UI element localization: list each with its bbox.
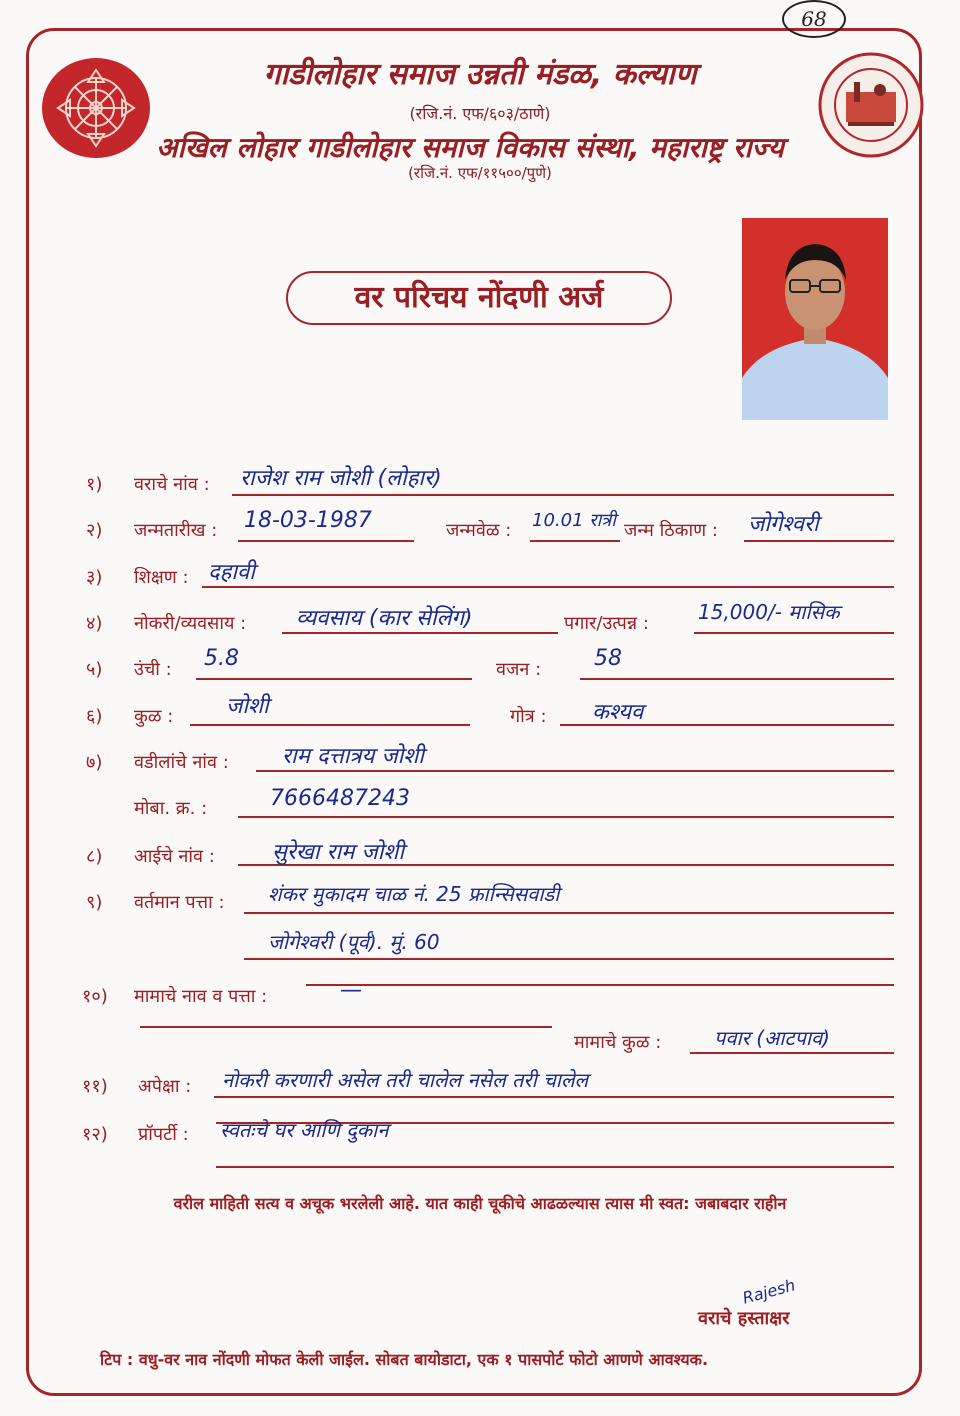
signature-label: वराचे हस्ताक्षर — [698, 1308, 790, 1329]
field-number: ८) — [86, 846, 103, 867]
income-value: 15,000/- मासिक — [698, 600, 840, 624]
organization-name-1: गाडीलोहार समाज उन्नती मंडळ, कल्याण — [263, 57, 697, 92]
education-line — [202, 586, 894, 588]
field-number: २) — [86, 520, 103, 541]
mother-name-label: आईचे नांव : — [134, 846, 215, 867]
property-label: प्रॉपर्टी : — [138, 1124, 189, 1145]
mobile-line — [238, 816, 894, 818]
maternal-uncle-line-2 — [140, 1026, 552, 1028]
passport-photo — [742, 218, 888, 420]
clan-label: कुळ : — [134, 706, 174, 727]
groom-signature: Rajesh — [740, 1275, 798, 1308]
clan-value: जोशी — [226, 694, 269, 719]
organization-registration-1: (रजि.नं. एफ/६०३/ठाणे) — [409, 104, 551, 123]
income-line — [694, 632, 894, 634]
field-number: १०) — [82, 986, 108, 1007]
occupation-line — [282, 632, 558, 634]
mobile-label: मोबा. क्र. : — [134, 798, 208, 819]
maternal-uncle-line-1 — [306, 984, 894, 986]
property-value: स्वतःचे घर आणि दुकान — [220, 1118, 389, 1142]
footer-note: टिप : वधु-वर नाव नोंदणी मोफत केली जाईल. सोबत बायोडाटा, एक १ पासपोर्ट फोटो आणणे आवश्यक. — [100, 1350, 709, 1369]
education-label: शिक्षण : — [134, 567, 189, 588]
address-line-1 — [244, 912, 894, 914]
maternal-clan-line — [690, 1052, 894, 1054]
birth-time-value: 10.01 रात्री — [532, 510, 616, 531]
mobile-value: 7666487243 — [270, 786, 410, 811]
gotra-label: गोत्र : — [510, 706, 547, 727]
address-value-2: जोगेश्वरी (पूर्व). मुं. 60 — [268, 930, 440, 954]
birth-date-value: 18-03-1987 — [244, 508, 372, 533]
father-name-label: वडीलांचे नांव : — [134, 752, 229, 773]
address-value-1: शंकर मुकादम चाळ नं. 25 फ्रान्सिसवाडी — [268, 882, 560, 906]
field-number: ९) — [86, 892, 103, 913]
field-number: १२) — [82, 1124, 108, 1145]
weight-value: 58 — [594, 646, 622, 671]
address-line-2 — [244, 958, 894, 960]
birth-date-label: जन्मतारीख : — [134, 520, 218, 541]
groom-name-label: वराचे नांव : — [134, 474, 210, 495]
father-name-line — [256, 770, 894, 772]
birth-place-label: जन्म ठिकाण : — [624, 520, 718, 541]
declaration-text: वरील माहिती सत्य व अचूक भरलेली आहे. यात काही चूकीचे आढळल्यास त्यास मी स्वत: जबाबदार राहीन — [173, 1194, 787, 1213]
birth-place-line — [744, 540, 894, 542]
mother-name-value: सुरेखा राम जोशी — [272, 840, 405, 865]
birth-time-line — [530, 540, 620, 542]
field-number: ४) — [86, 613, 103, 634]
father-name-value: राम दत्तात्रय जोशी — [282, 744, 425, 769]
field-number: ३) — [86, 567, 103, 588]
expectation-line — [214, 1096, 894, 1098]
education-value: दहावी — [208, 560, 255, 585]
maternal-uncle-value: — — [340, 978, 362, 1003]
form-title: वर परिचय नोंदणी अर्ज — [286, 271, 672, 325]
gotra-value: कश्यव — [592, 700, 644, 725]
groom-name-line — [232, 494, 894, 496]
weight-label: वजन : — [496, 659, 542, 680]
height-value: 5.8 — [204, 646, 239, 671]
clan-line — [190, 724, 470, 726]
height-label: उंची : — [134, 659, 172, 680]
height-line — [196, 678, 472, 680]
organization-name-2: अखिल लोहार गाडीलोहार समाज विकास संस्था, महाराष्ट्र राज्य — [156, 131, 784, 164]
field-number: ७) — [86, 752, 103, 773]
address-label: वर्तमान पत्ता : — [134, 892, 225, 913]
field-number: ६) — [86, 706, 103, 727]
groom-name-value: राजेश राम जोशी (लोहार) — [240, 466, 442, 491]
weight-line — [580, 678, 894, 680]
birth-date-line — [238, 540, 414, 542]
income-label: पगार/उत्पन्न : — [564, 613, 649, 634]
expectation-label: अपेक्षा : — [138, 1076, 192, 1097]
maternal-clan-label: मामाचे कुळ : — [574, 1032, 662, 1053]
page-number: 68 — [782, 0, 846, 38]
occupation-value: व्यवसाय (कार सेलिंग) — [296, 606, 473, 631]
field-number: ५) — [86, 659, 103, 680]
organization-registration-2: (रजि.नं. एफ/११५००/पुणे) — [408, 164, 552, 182]
maternal-clan-value: पवार (आटपाव) — [714, 1026, 830, 1050]
birth-time-label: जन्मवेळ : — [446, 520, 512, 541]
birth-place-value: जोगेश्वरी — [748, 512, 819, 537]
maternal-uncle-label: मामाचे नाव व पत्ता : — [134, 986, 268, 1007]
field-number: १) — [86, 474, 103, 495]
field-number: ११) — [82, 1076, 108, 1097]
property-line-2 — [216, 1166, 894, 1168]
occupation-label: नोकरी/व्यवसाय : — [134, 613, 247, 634]
expectation-value: नोकरी करणारी असेल तरी चालेल नसेल तरी चालेल — [222, 1068, 589, 1092]
